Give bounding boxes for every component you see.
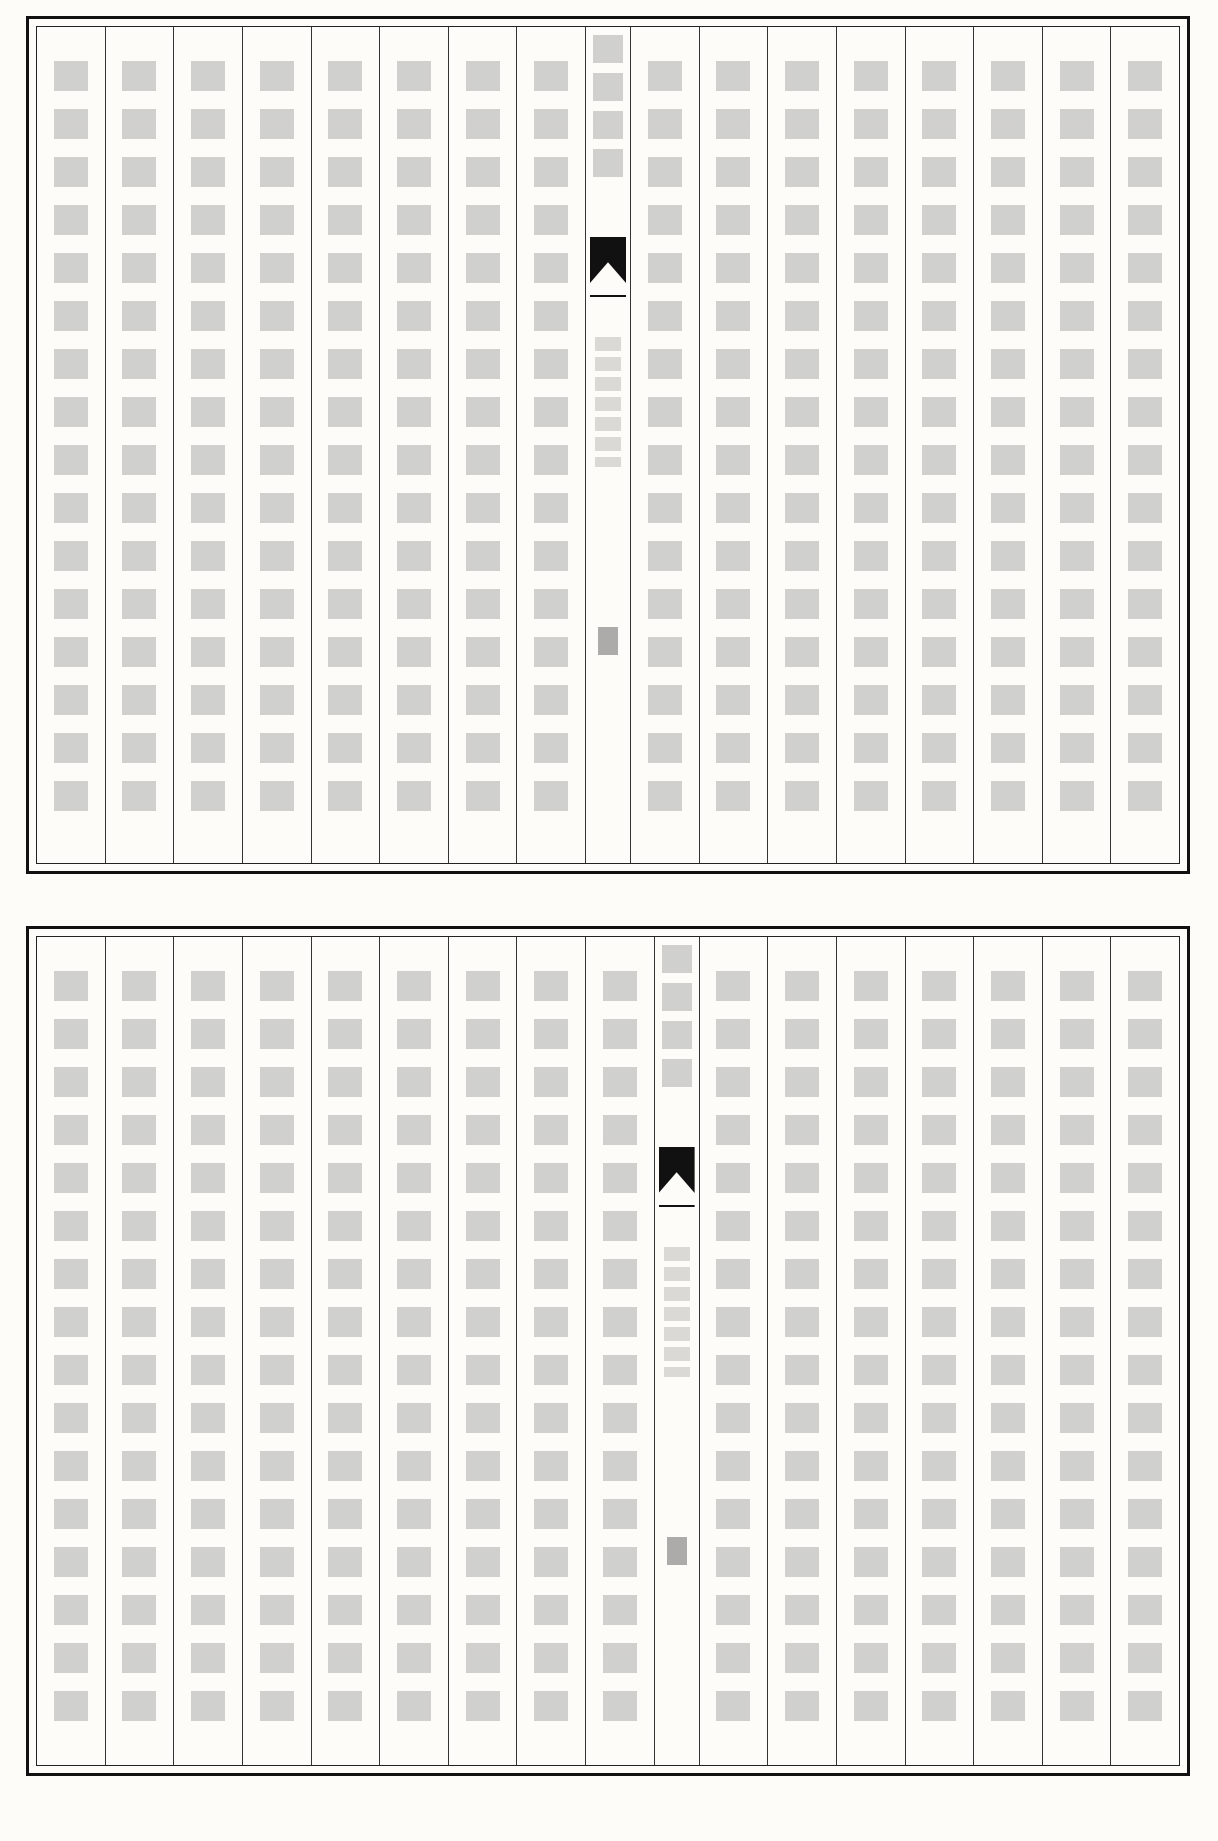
text-column: [1110, 937, 1179, 1765]
text-column: [379, 27, 448, 863]
fold-page-number: [667, 1537, 687, 1565]
text-column: [699, 937, 768, 1765]
lower-half-page: [26, 926, 1190, 1776]
text-column: [973, 27, 1042, 863]
text-column: [1042, 27, 1111, 863]
text-column: [173, 27, 242, 863]
text-column: [448, 937, 517, 1765]
text-column: [37, 27, 105, 863]
fish-tail-mark: [659, 1147, 695, 1193]
text-column: [242, 27, 311, 863]
text-column: [699, 27, 768, 863]
fold-title: [662, 945, 692, 1095]
text-column: [630, 27, 699, 863]
fish-tail-mark: [590, 237, 626, 283]
upper-column-frame: [36, 26, 1180, 864]
text-column: [836, 937, 905, 1765]
text-column: [585, 937, 654, 1765]
fish-tail-line: [590, 295, 626, 321]
fold-title: [593, 35, 623, 185]
text-column: [379, 937, 448, 1765]
text-column: [37, 937, 105, 1765]
lower-column-frame: [36, 936, 1180, 1766]
text-column: [1110, 27, 1179, 863]
text-column: [516, 27, 585, 863]
fold-small-text: [664, 1247, 690, 1377]
fold-center-strip: [585, 27, 630, 863]
text-column: [767, 27, 836, 863]
text-column: [516, 937, 585, 1765]
fold-center-strip: [654, 937, 699, 1765]
text-column: [242, 937, 311, 1765]
fold-small-text: [595, 337, 621, 467]
fish-tail-line: [659, 1205, 695, 1231]
upper-half-page: [26, 16, 1190, 874]
fold-page-number: [598, 627, 618, 655]
text-column: [448, 27, 517, 863]
text-column: [105, 937, 174, 1765]
text-column: [105, 27, 174, 863]
text-column: [1042, 937, 1111, 1765]
text-column: [767, 937, 836, 1765]
text-column: [311, 27, 380, 863]
text-column: [905, 937, 974, 1765]
text-column: [836, 27, 905, 863]
text-column: [311, 937, 380, 1765]
text-column: [905, 27, 974, 863]
text-column: [973, 937, 1042, 1765]
text-column: [173, 937, 242, 1765]
